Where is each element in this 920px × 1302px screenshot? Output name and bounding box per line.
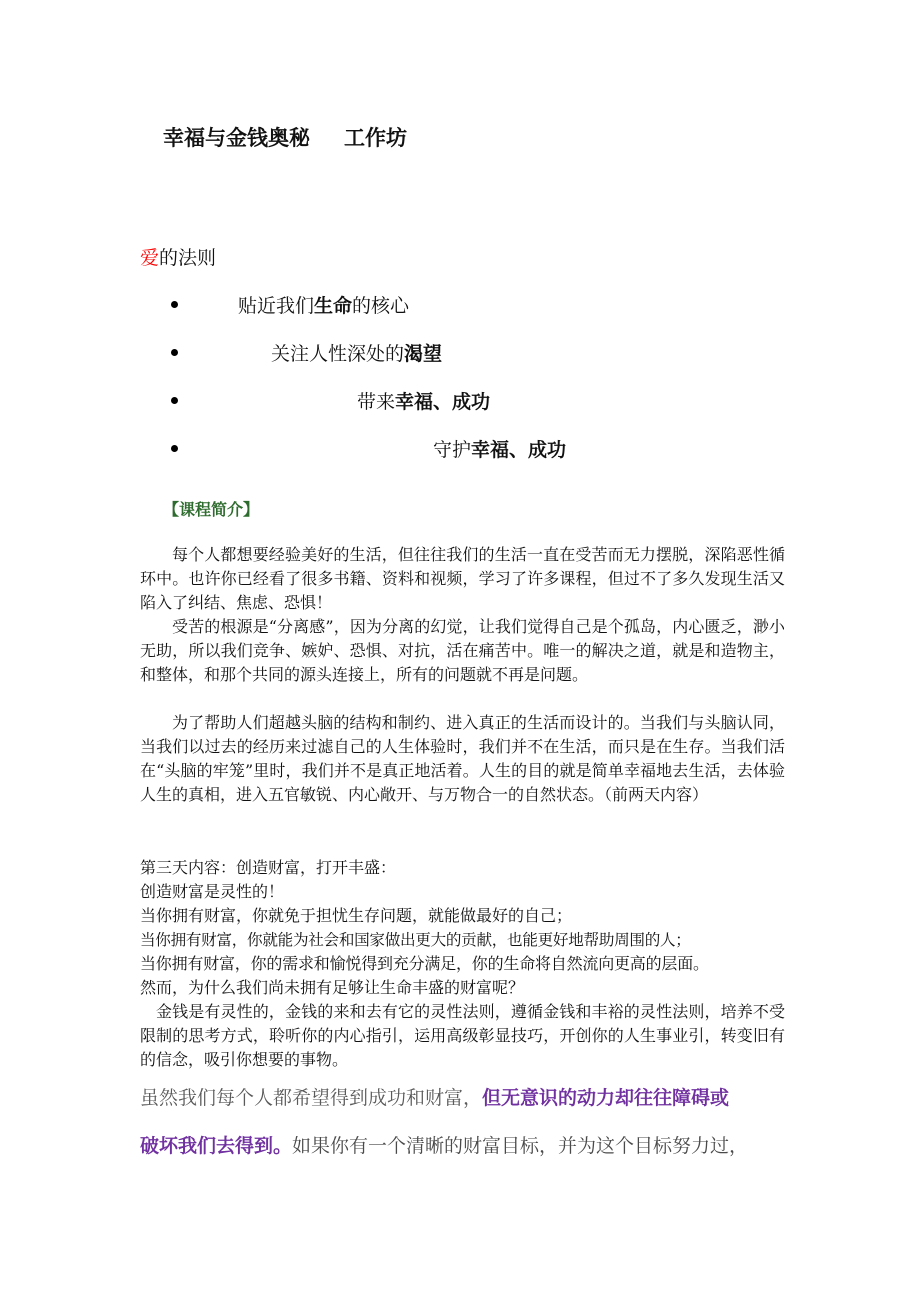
bullet-item [357,387,490,414]
day3-line: 第三天内容：创造财富，打开丰盛： [140,858,397,877]
bullet-pre: 贴近我们 [238,295,315,317]
closing-line-1 [140,1083,729,1110]
bullet-bold: 渴望 [404,343,443,365]
closing-bold: 破坏我们去得到。 [140,1135,293,1157]
intro-paragraph-2: 受苦的根源是“分离感”，因为分离的幻觉，让我们觉得自己是个孤岛，内心匮乏，渺小无助，所以我们竞争、嫉妒、恐惧、对抗，活在痛苦中。唯一的解决之道，就是和造物主，和整体，和那个共同的源头连接上，所有的问题就不再是问题。 [140,617,785,684]
bullet-dot [171,349,178,356]
day3-line: 创造财富是灵性的！ [140,882,285,901]
bullet-item [271,339,442,366]
closing-plain: 虽然我们每个人都希望得到成功和财富， [140,1087,483,1109]
title-main: 幸福与金钱奥秘 [163,126,310,150]
title-sub: 工作坊 [344,126,407,150]
closing-line-2 [140,1131,748,1158]
intro-paragraph-1: 每个人都想要经验美好的生活，但往往我们的生活一直在受苦而无力摆脱，深陷恶性循环中。也许你已经看了很多书籍、资料和视频，学习了许多课程，但过不了多久发现生活又陷入了纠结、焦虑、恐惧！ [140,545,785,612]
bullet-pre: 守护 [433,439,472,461]
bullet-bold: 幸福、成功 [395,391,491,413]
intro-paragraph-3: 为了帮助人们超越头脑的结构和制约、进入真正的生活而设计的。当我们与头脑认同，当我们以过去的经历来过滤自己的人生体验时，我们并不在生活，而只是在生存。当我们活在“头脑的牢笼”里时，我们并不是真正地活着。人生的目的就是简单幸福地去生活，去体验人生的真相，进入五官敏锐、内心敞开、与万物合一的自然状态。（前两天内容） [140,713,785,804]
law-rest: 的法则 [159,247,217,269]
bullet-dot [171,301,178,308]
day3-paragraph: 金钱是有灵性的，金钱的来和去有它的灵性法则，遵循金钱和丰裕的灵性法则，培养不受限制的思考方式，聆听你的内心指引，运用高级彰显技巧，开创你的人生事业引，转变旧有的信念，吸引你想要的事物。 [140,1002,785,1069]
document-title [163,122,407,152]
bullet-pre: 关注人性深处的 [271,343,405,365]
bullet-post: 的核心 [352,295,410,317]
bullet-item [433,435,566,462]
day3-line: 当你拥有财富，你就能为社会和国家做出更大的贡献，也能更好地帮助周围的人； [140,931,691,949]
closing-plain: 如果你有一个清晰的财富目标，并为这个目标努力过， [292,1135,749,1157]
closing-bold: 但无意识的动力却往往障碍或 [482,1087,730,1109]
law-heading [140,243,216,270]
day3-line: 当你拥有财富，你就免于担忧生存问题，就能做最好的自己； [140,906,573,925]
bullet-pre: 带来 [357,391,396,413]
law-love: 爱 [140,247,160,269]
day3-line: 当你拥有财富，你的需求和愉悦得到充分满足，你的生命将自然流向更高的层面。 [140,954,709,973]
bullet-item [238,291,409,318]
course-intro-heading: 【课程简介】 [163,500,260,519]
bullet-dot [171,397,178,404]
bullet-bold: 生命 [314,295,353,317]
day3-line: 然而，为什么我们尚未拥有足够让生命丰盛的财富呢？ [140,978,525,997]
bullet-dot [171,445,178,452]
bullet-bold: 幸福、成功 [471,439,567,461]
